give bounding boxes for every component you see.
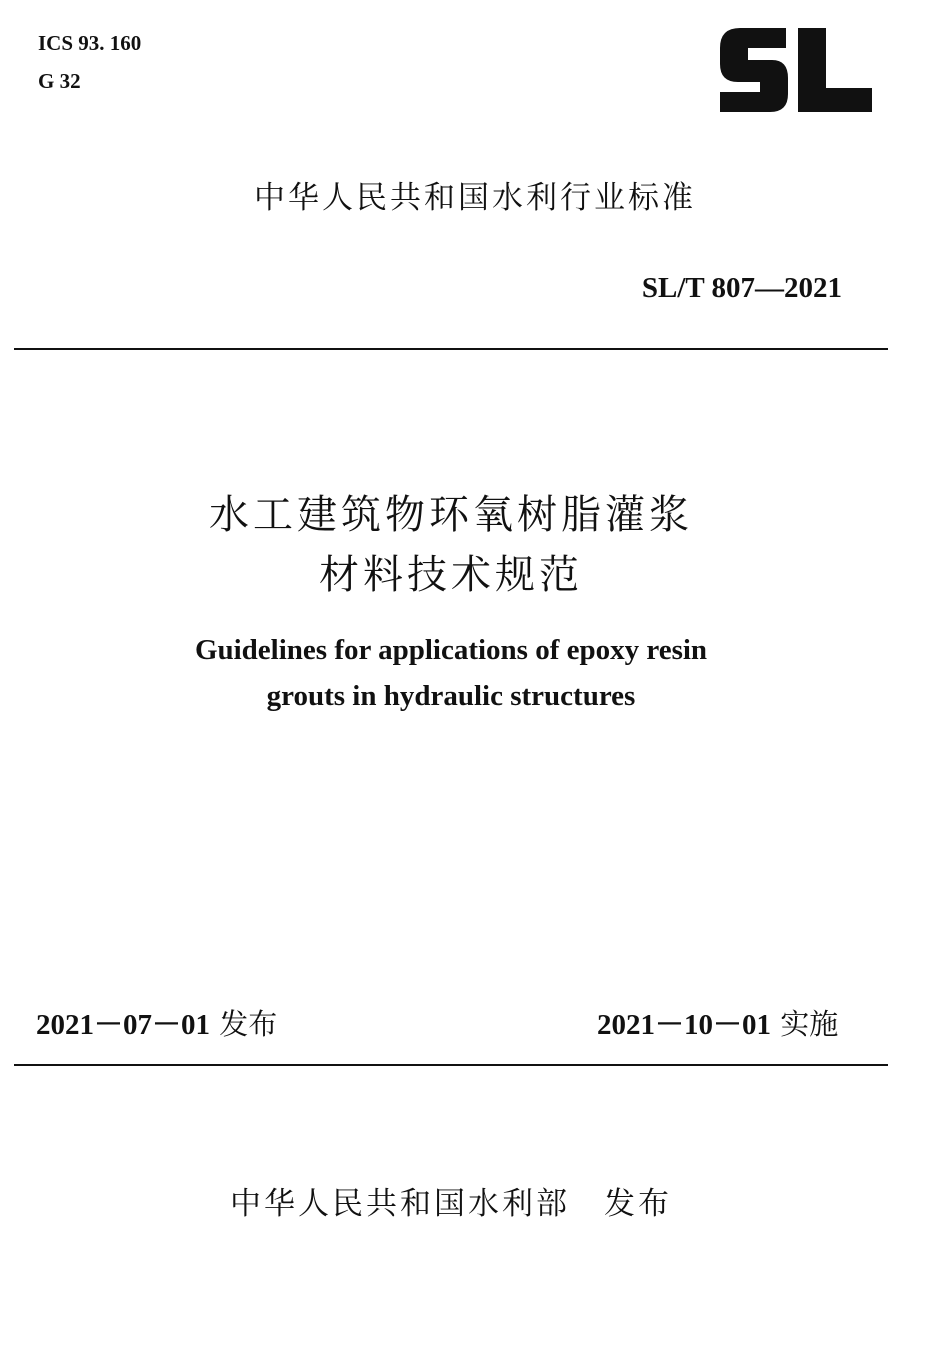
title-chinese-line2: 材料技术规范 bbox=[319, 552, 583, 598]
sl-logo-l bbox=[798, 28, 872, 112]
implement-date-line bbox=[597, 1005, 838, 1044]
title-english-line2: grouts in hydraulic structures bbox=[266, 680, 636, 712]
sl-logo-s bbox=[720, 28, 788, 112]
top-divider bbox=[14, 348, 888, 350]
title-english-line1: Guidelines for applications of epoxy resin bbox=[194, 634, 708, 666]
title-chinese-line1: 水工建筑物环氧树脂灌浆 bbox=[209, 492, 693, 538]
implement-date: 2021－10－01 bbox=[597, 1009, 772, 1041]
issue-label: 发布 bbox=[219, 1007, 278, 1041]
issue-date-line bbox=[36, 1005, 277, 1044]
sl-logo bbox=[720, 28, 872, 112]
standard-number: SL/T 807—2021 bbox=[641, 272, 842, 304]
ics-code: ICS 93. 160 bbox=[38, 31, 142, 55]
implement-label: 实施 bbox=[780, 1007, 839, 1041]
standard-category: 中华人民共和国水利行业标准 bbox=[254, 180, 696, 216]
issue-date: 2021－07－01 bbox=[36, 1009, 211, 1041]
ccs-code: G 32 bbox=[38, 69, 81, 93]
bottom-divider bbox=[14, 1064, 888, 1066]
publisher: 中华人民共和国水利部 发布 bbox=[230, 1186, 672, 1222]
